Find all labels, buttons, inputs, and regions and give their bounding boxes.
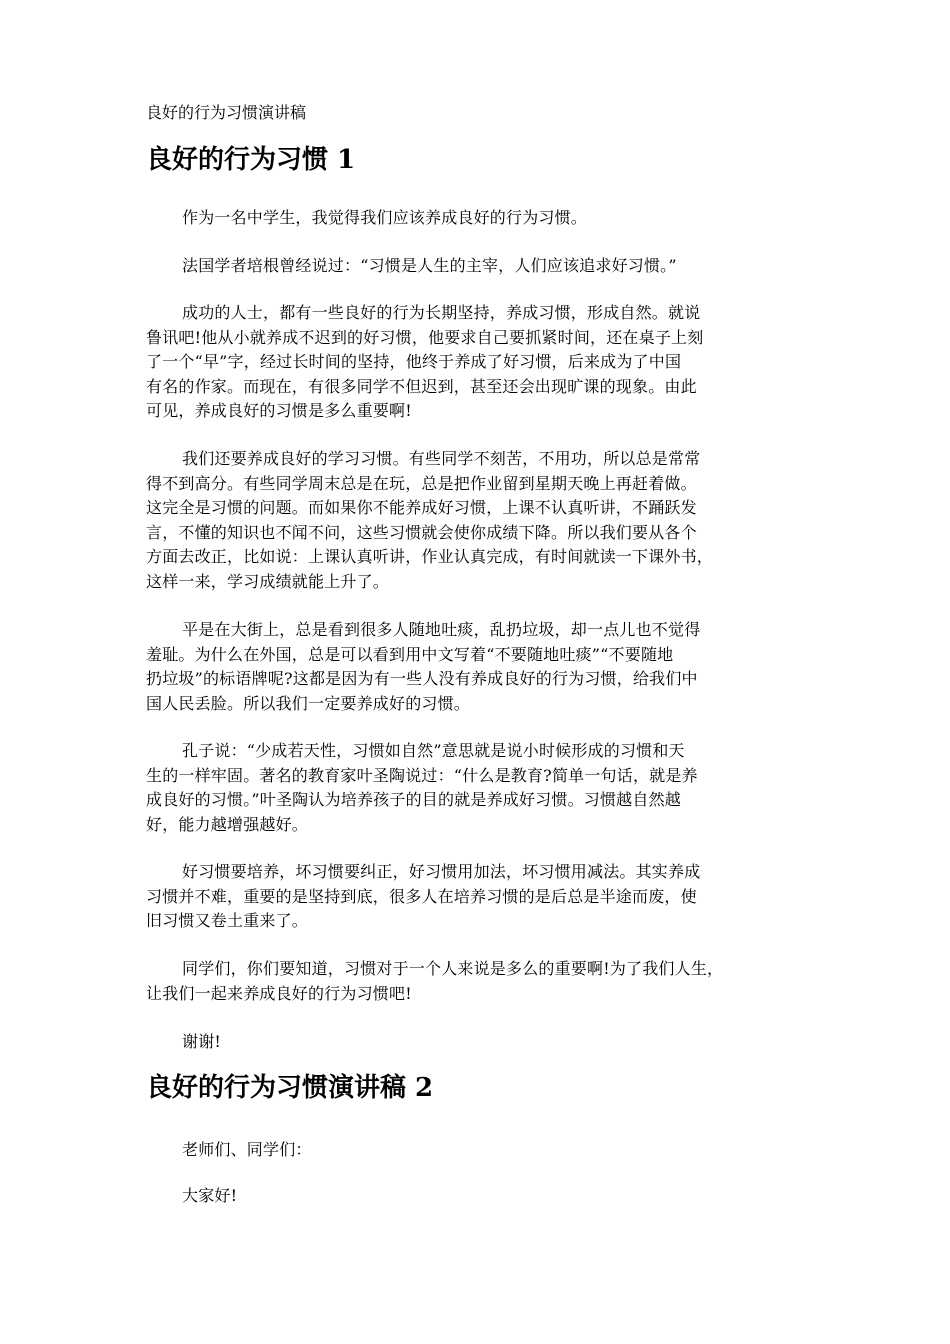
paragraph-line: 老师们、同学们：	[182, 1140, 312, 1159]
paragraph-line: 得不到高分。有些同学周末总是在玩，总是把作业留到星期天晚上再赶着做。	[146, 473, 697, 493]
section-heading-1: 良好的行为习惯 1	[146, 145, 356, 175]
paragraph-line: 鲁讯吧!他从小就养成不迟到的好习惯，他要求自己要抓紧时间，还在桌子上刻	[146, 327, 704, 347]
paragraph	[146, 957, 810, 1006]
paragraph-line: 习惯并不难，重要的是坚持到底，很多人在培养习惯的是后总是半途而废，使	[146, 886, 697, 906]
paragraph	[146, 860, 810, 934]
paragraph-line: 大家好!	[182, 1186, 238, 1205]
paragraph	[146, 1184, 810, 1209]
section-heading-2: 良好的行为习惯演讲稿 2	[146, 1073, 434, 1103]
paragraph-line: 平是在大街上，总是看到很多人随地吐痰，乱扔垃圾，却一点儿也不觉得	[182, 620, 701, 639]
paragraph	[146, 301, 810, 424]
paragraph-line: 同学们，你们要知道，习惯对于一个人来说是多么的重要啊!为了我们人生，	[182, 959, 724, 978]
paragraph	[146, 447, 810, 594]
paragraph-line: 旧习惯又卷土重来了。	[146, 911, 309, 930]
paragraph-line: 国人民丢脸。所以我们一定要养成好的习惯。	[146, 693, 471, 713]
document-title: 良好的行为习惯演讲稿	[146, 103, 307, 122]
paragraph-line: 这样一来，学习成绩就能上升了。	[146, 571, 390, 591]
paragraph	[146, 1138, 810, 1163]
paragraph-line: 可见，养成良好的习惯是多么重要啊!	[146, 401, 412, 420]
paragraph	[146, 739, 810, 837]
paragraph-line: 方面去改正，比如说：上课认真听讲，作业认真完成，有时间就读一下课外书，	[146, 547, 714, 566]
paragraph-line: 言，不懂的知识也不闻不问，这些习惯就会使你成绩下降。所以我们要从各个	[146, 522, 697, 542]
paragraph-line: 我们还要养成良好的学习习惯。有些同学不刻苦，不用功，所以总是常常	[182, 449, 701, 468]
paragraph-line: 扔垃圾”的标语牌呢?这都是因为有一些人没有养成良好的行为习惯，给我们中	[146, 669, 698, 688]
paragraph	[146, 1030, 810, 1055]
paragraph-line: 羞耻。为什么在外国，总是可以看到用中文写着“不要随地吐痰”“不要随地	[146, 644, 674, 664]
paragraph-line: 作为一名中学生，我觉得我们应该养成良好的行为习惯。	[182, 208, 588, 227]
paragraph-line: 成功的人士，都有一些良好的行为长期坚持，养成习惯，形成自然。就说	[182, 303, 701, 322]
paragraph-line: 孔子说：“少成若天性，习惯如自然”意思就是说小时候形成的习惯和天	[182, 741, 685, 760]
paragraph-line: 这完全是习惯的问题。而如果你不能养成好习惯，上课不认真听讲，不踊跃发	[146, 498, 697, 517]
paragraph	[146, 254, 810, 279]
paragraph-line: 了一个“早”字，经过长时间的坚持，他终于养成了好习惯，后来成为了中国	[146, 352, 682, 371]
paragraph-line: 成良好的习惯。”叶圣陶认为培养孩子的目的就是养成好习惯。习惯越自然越	[146, 790, 681, 809]
paragraph-line: 让我们一起来养成良好的行为习惯吧!	[146, 983, 412, 1003]
paragraph-line: 生的一样牢固。著名的教育家叶圣陶说过：“什么是教育?简单一句话，就是养	[146, 765, 698, 785]
paragraph-line: 好，能力越增强越好。	[146, 814, 309, 834]
paragraph-line: 法国学者培根曾经说过：“习惯是人生的主宰，人们应该追求好习惯。”	[182, 256, 677, 275]
paragraph	[146, 206, 810, 231]
paragraph-line: 好习惯要培养，坏习惯要纠正，好习惯用加法，坏习惯用减法。其实养成	[182, 862, 701, 881]
paragraph-line: 有名的作家。而现在，有很多同学不但迟到，甚至还会出现旷课的现象。由此	[146, 376, 697, 396]
paragraph-line: 谢谢!	[182, 1032, 222, 1051]
paragraph	[146, 618, 810, 716]
